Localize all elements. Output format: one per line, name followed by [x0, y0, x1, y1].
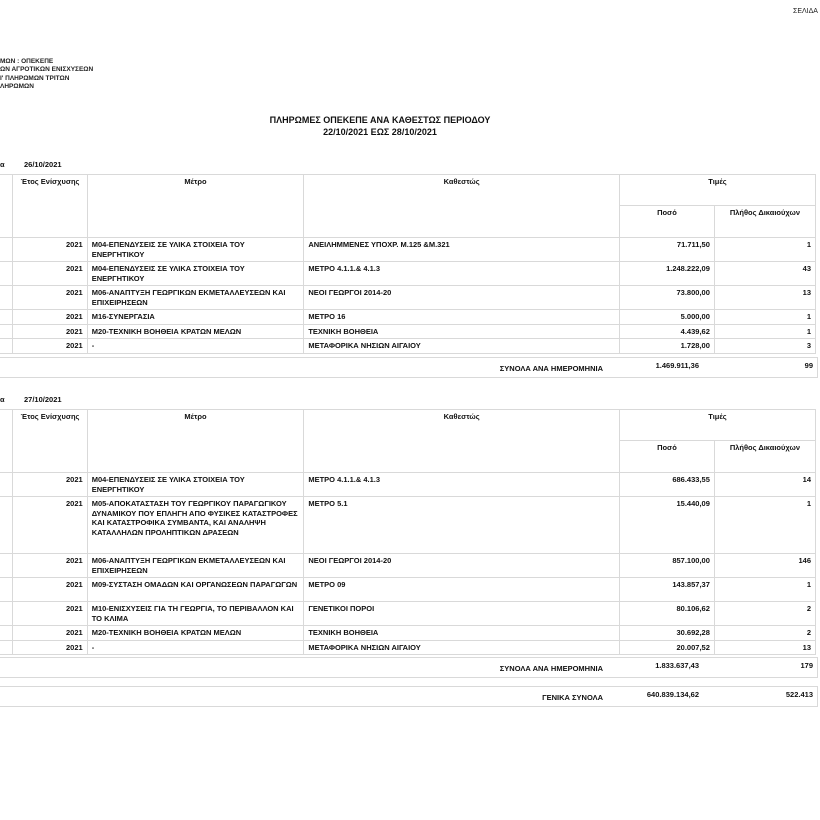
totals-count: 179 [800, 661, 813, 670]
grand-totals-label: ΓΕΝΙΚΑ ΣΥΝΟΛΑ [542, 693, 603, 702]
row-regime: ΤΕΧΝΙΚΗ ΒΟΗΘΕΙΑ [304, 626, 620, 641]
col-amount-header: Ποσό [619, 206, 714, 238]
col-year-header: Έτος Ενίσχυσης [13, 175, 87, 238]
row-amount: 15.440,09 [619, 497, 714, 554]
row-regime: ΜΕΤΑΦΟΡΙΚΑ ΝΗΣΙΩΝ ΑΙΓΑΙΟΥ [304, 640, 620, 655]
row-measure: Μ20-ΤΕΧΝΙΚΗ ΒΟΗΘΕΙΑ ΚΡΑΤΩΝ ΜΕΛΩΝ [87, 626, 304, 641]
col-blank [0, 410, 13, 473]
grand-totals-amount: 640.839.134,62 [646, 690, 699, 699]
row-measure: Μ04-ΕΠΕΝΔΥΣΕΙΣ ΣΕ ΥΛΙΚΑ ΣΤΟΙΧΕΙΑ ΤΟΥ ΕΝΕΡΓΗΤΙΚΟΥ [87, 262, 304, 286]
date-totals-row [0, 357, 818, 378]
col-values-header: Τιμές [619, 175, 815, 206]
row-count: 1 [714, 310, 815, 325]
row-regime: ΝΕΟΙ ΓΕΩΡΓΟΙ 2014-20 [304, 554, 620, 578]
totals-amount: 1.833.637,43 [655, 661, 699, 670]
col-year-header: Έτος Ενίσχυσης [13, 410, 87, 473]
row-measure: Μ09-ΣΥΣΤΑΣΗ ΟΜΑΔΩΝ ΚΑΙ ΟΡΓΑΝΩΣΕΩΝ ΠΑΡΑΓΩΓΩΝ [87, 578, 304, 602]
section-date [0, 160, 100, 170]
date-value: 27/10/2021 [24, 395, 62, 404]
row-amount: 143.857,37 [619, 578, 714, 602]
row-year: 2021 [13, 286, 87, 310]
page-label: ΣΕΛΙΔΑ [793, 8, 818, 15]
totals-label: ΣΥΝΟΛΑ ΑΝΑ ΗΜΕΡΟΜΗΝΙΑ [499, 364, 603, 373]
row-year: 2021 [13, 626, 87, 641]
table-row [0, 324, 816, 339]
row-regime: ΜΕΤΑΦΟΡΙΚΑ ΝΗΣΙΩΝ ΑΙΓΑΙΟΥ [304, 339, 620, 354]
row-measure: Μ04-ΕΠΕΝΔΥΣΕΙΣ ΣΕ ΥΛΙΚΑ ΣΤΟΙΧΕΙΑ ΤΟΥ ΕΝΕΡΓΗΤΙΚΟΥ [87, 238, 304, 262]
col-blank [0, 175, 13, 238]
row-amount: 5.000,00 [619, 310, 714, 325]
row-amount: 73.800,00 [619, 286, 714, 310]
row-measure: Μ06-ΑΝΑΠΤΥΞΗ ΓΕΩΡΓΙΚΩΝ ΕΚΜΕΤΑΛΛΕΥΣΕΩΝ ΚΑΙ ΕΠΙΧΕΙΡΗΣΕΩΝ [87, 554, 304, 578]
report-period: 22/10/2021 ΕΩΣ 28/10/2021 [323, 127, 437, 137]
table-row [0, 554, 816, 578]
row-year: 2021 [13, 324, 87, 339]
table-row [0, 602, 816, 626]
grand-totals-row [0, 686, 818, 707]
row-measure: Μ20-ΤΕΧΝΙΚΗ ΒΟΗΘΕΙΑ ΚΡΑΤΩΝ ΜΕΛΩΝ [87, 324, 304, 339]
date-prefix: α [0, 395, 5, 404]
row-regime: ΑΝΕΙΛΗΜΜΕΝΕΣ ΥΠΟΧΡ. Μ.125 &Μ.321 [304, 238, 620, 262]
row-count: 2 [714, 626, 815, 641]
row-count: 146 [714, 554, 815, 578]
row-year: 2021 [13, 262, 87, 286]
totals-label: ΣΥΝΟΛΑ ΑΝΑ ΗΜΕΡΟΜΗΝΙΑ [499, 664, 603, 673]
row-measure: - [87, 339, 304, 354]
org-line: ΛΗΡΩΜΩΝ [0, 82, 34, 90]
row-amount: 30.692,28 [619, 626, 714, 641]
table-row [0, 473, 816, 497]
row-amount: 1.728,00 [619, 339, 714, 354]
row-regime: ΝΕΟΙ ΓΕΩΡΓΟΙ 2014-20 [304, 286, 620, 310]
col-values-header: Τιμές [619, 410, 815, 441]
payments-table-1 [0, 174, 816, 354]
report-title-block [0, 114, 760, 138]
row-amount: 857.100,00 [619, 554, 714, 578]
org-line: ΜΩΝ : ΟΠΕΚΕΠΕ [0, 58, 54, 65]
row-regime: ΜΕΤΡΟ 4.1.1.& 4.1.3 [304, 473, 620, 497]
row-count: 13 [714, 640, 815, 655]
row-amount: 80.106,62 [619, 602, 714, 626]
row-year: 2021 [13, 473, 87, 497]
table-row [0, 310, 816, 325]
col-regime-header: Καθεστώς [304, 410, 620, 473]
row-year: 2021 [13, 238, 87, 262]
row-year: 2021 [13, 602, 87, 626]
table-row [0, 262, 816, 286]
row-count: 1 [714, 238, 815, 262]
row-amount: 1.248.222,09 [619, 262, 714, 286]
row-regime: ΜΕΤΡΟ 16 [304, 310, 620, 325]
row-regime: ΓΕΝΕΤΙΚΟΙ ΠΟΡΟΙ [304, 602, 620, 626]
table-row [0, 578, 816, 602]
totals-count: 99 [804, 361, 813, 370]
table-row [0, 286, 816, 310]
row-year: 2021 [13, 640, 87, 655]
row-year: 2021 [13, 310, 87, 325]
col-beneficiaries-header: Πλήθος Δικαιούχων [714, 206, 815, 238]
row-count: 1 [714, 578, 815, 602]
table-row [0, 626, 816, 641]
row-regime: ΜΕΤΡΟ 4.1.1.& 4.1.3 [304, 262, 620, 286]
grand-totals-count: 522.413 [785, 690, 813, 699]
col-measure-header: Μέτρο [87, 410, 304, 473]
row-measure: - [87, 640, 304, 655]
row-amount: 686.433,55 [619, 473, 714, 497]
row-regime: ΜΕΤΡΟ 09 [304, 578, 620, 602]
row-count: 3 [714, 339, 815, 354]
row-year: 2021 [13, 554, 87, 578]
row-year: 2021 [13, 339, 87, 354]
row-count: 13 [714, 286, 815, 310]
row-amount: 71.711,50 [619, 238, 714, 262]
date-prefix: α [0, 160, 5, 169]
row-amount: 4.439,62 [619, 324, 714, 339]
totals-amount: 1.469.911,36 [655, 361, 699, 370]
col-regime-header: Καθεστώς [304, 175, 620, 238]
row-year: 2021 [13, 497, 87, 554]
organization-header [0, 58, 93, 91]
row-regime: ΜΕΤΡΟ 5.1 [304, 497, 620, 554]
row-measure: Μ04-ΕΠΕΝΔΥΣΕΙΣ ΣΕ ΥΛΙΚΑ ΣΤΟΙΧΕΙΑ ΤΟΥ ΕΝΕΡΓΗΤΙΚΟΥ [87, 473, 304, 497]
report-title: ΠΛΗΡΩΜΕΣ ΟΠΕΚΕΠΕ ΑΝΑ ΚΑΘΕΣΤΩΣ ΠΕΡΙΟΔΟΥ [269, 115, 491, 125]
org-line: ΩΝ ΑΓΡΟΤΙΚΩΝ ΕΝΙΣΧΥΣΕΩΝ [0, 66, 94, 74]
payments-table-2 [0, 409, 816, 655]
col-amount-header: Ποσό [619, 441, 714, 473]
col-beneficiaries-header: Πλήθος Δικαιούχων [714, 441, 815, 473]
row-amount: 20.007,52 [619, 640, 714, 655]
table-row [0, 640, 816, 655]
table-row [0, 339, 816, 354]
date-value: 26/10/2021 [24, 160, 62, 169]
row-count: 1 [714, 324, 815, 339]
row-measure: Μ10-ΕΝΙΣΧΥΣΕΙΣ ΓΙΑ ΤΗ ΓΕΩΡΓΙΑ, ΤΟ ΠΕΡΙΒΑΛΛΟΝ ΚΑΙ ΤΟ ΚΛΙΜΑ [87, 602, 304, 626]
section-date [0, 395, 100, 405]
row-measure: Μ05-ΑΠΟΚΑΤΑΣΤΑΣΗ ΤΟΥ ΓΕΩΡΓΙΚΟΥ ΠΑΡΑΓΩΓΙΚΟΥ ΔΥΝΑΜΙΚΟΥ ΠΟΥ ΕΠΛΗΓΗ ΑΠΟ ΦΥΣΙΚΕΣ ΚΑΤΑΣΤΡΟΦΕΣ ΚΑΙ ΚΑΤΑΣΤΡΟΦΙΚΑ ΣΥΜΒΑΝΤΑ, ΚΑΙ ΑΝΑΛΗΨΗ ΚΑΤΑΛΛΗΛΩΝ ΠΡΟΛΗΠΤΙΚΩΝ ΔΡΑΣΕΩΝ [87, 497, 304, 554]
row-regime: ΤΕΧΝΙΚΗ ΒΟΗΘΕΙΑ [304, 324, 620, 339]
row-measure: Μ06-ΑΝΑΠΤΥΞΗ ΓΕΩΡΓΙΚΩΝ ΕΚΜΕΤΑΛΛΕΥΣΕΩΝ ΚΑΙ ΕΠΙΧΕΙΡΗΣΕΩΝ [87, 286, 304, 310]
row-count: 43 [714, 262, 815, 286]
col-measure-header: Μέτρο [87, 175, 304, 238]
table-row [0, 497, 816, 554]
row-year: 2021 [13, 578, 87, 602]
row-measure: Μ16-ΣΥΝΕΡΓΑΣΙΑ [87, 310, 304, 325]
org-line: Ι' ΠΛΗΡΩΜΩΝ ΤΡΙΤΩΝ [0, 74, 70, 82]
row-count: 2 [714, 602, 815, 626]
row-count: 14 [714, 473, 815, 497]
date-totals-row [0, 657, 818, 678]
row-count: 1 [714, 497, 815, 554]
table-row [0, 238, 816, 262]
